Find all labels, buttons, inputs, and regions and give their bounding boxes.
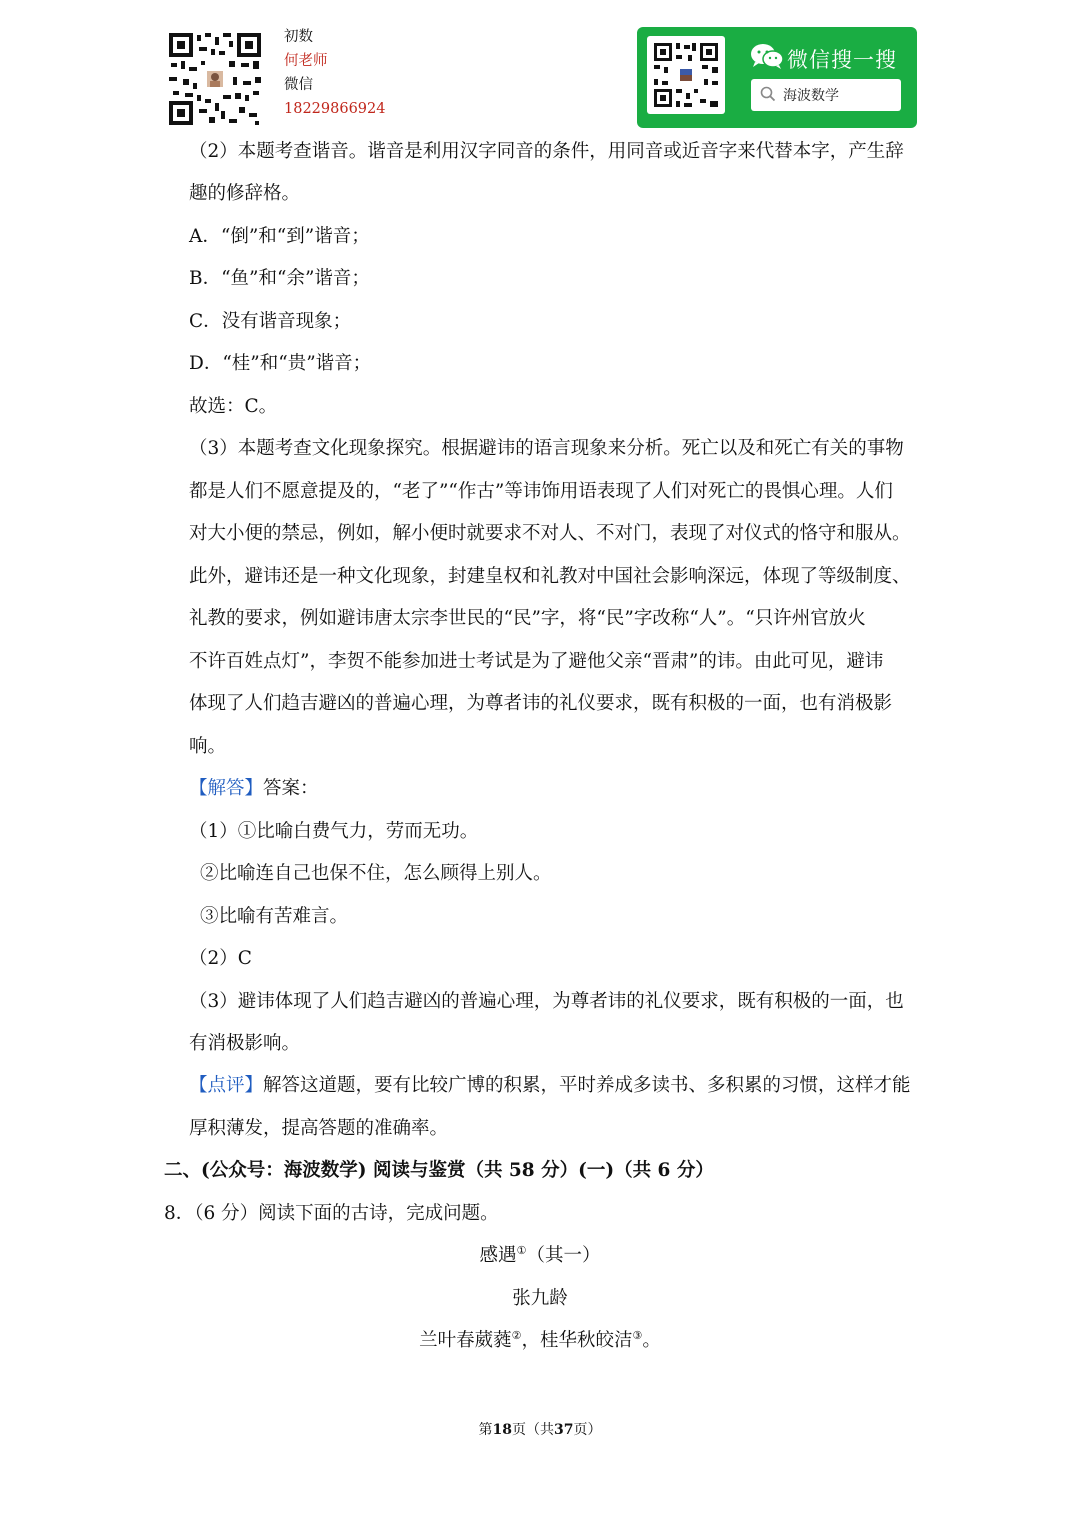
answer-3-line-2: 有消极影响。 xyxy=(189,1033,301,1054)
q3-line-4: 此外，避讳还是一种文化现象，封建皇权和礼教对中国社会影响深远，体现了等级制度、 xyxy=(189,566,911,587)
footer-total-pages: 37 xyxy=(554,1422,574,1438)
option-c: C．没有谐音现象； xyxy=(189,311,352,332)
option-d: D．“桂”和“贵”谐音； xyxy=(189,353,372,374)
q3-line-3: 对大小便的禁忌，例如，解小便时就要求不对人、不对门，表现了对仪式的恪守和服从。 xyxy=(189,523,911,544)
q3-line-2: 都是人们不愿意提及的，“老了”“作古”等讳饰用语表现了人们对死亡的畏惧心理。人们 xyxy=(189,481,893,502)
answer-1-b: ②比喻连自己也保不住，怎么顾得上别人。 xyxy=(200,863,552,884)
footer-prefix: 第 xyxy=(478,1422,493,1438)
answer-1-c: ③比喻有苦难言。 xyxy=(200,906,349,927)
comment-text-1: 解答这道题，要有比较广博的积累，平时养成多读书、多积累的习惯，这样才能 xyxy=(263,1075,911,1096)
chosen-answer: 故选：C。 xyxy=(189,396,278,417)
q2-intro-line-2: 趣的修辞格。 xyxy=(189,183,301,204)
answer-label: 答案： xyxy=(263,778,319,799)
q2-intro-line-1: （2）本题考查谐音。谐音是利用汉字同音的条件，用同音或近音字来代替本字，产生辞 xyxy=(189,141,904,162)
answer-2: （2）C xyxy=(189,948,252,969)
section-heading: 二、(公众号：海波数学) 阅读与鉴赏（共 58 分）(一)（共 6 分） xyxy=(164,1160,714,1181)
wechat-search-title: 微信搜一搜 xyxy=(787,48,897,72)
poem-title-footnote: ① xyxy=(516,1243,527,1257)
option-b: B．“鱼”和“余”谐音； xyxy=(189,268,370,289)
contact-line-wechat: 微信 xyxy=(284,77,313,93)
poem-line-1-b: ，桂华秋皎洁 xyxy=(521,1330,633,1351)
contact-line-subject: 初数 xyxy=(284,29,313,45)
poem-footnote-2: ② xyxy=(511,1328,522,1342)
answer-1-a: （1）①比喻白费气力，劳而无功。 xyxy=(189,821,479,842)
question-8: 8．（6 分）阅读下面的古诗，完成问题。 xyxy=(164,1203,499,1224)
teacher-qr-code xyxy=(169,33,261,125)
page-footer xyxy=(0,1419,1080,1439)
comment-line-2: 厚积薄发，提高答题的准确率。 xyxy=(189,1118,449,1139)
search-icon xyxy=(760,86,776,102)
poem-author: 张九龄 xyxy=(512,1288,568,1309)
wechat-search-banner[interactable] xyxy=(637,27,917,128)
qr-pattern xyxy=(169,33,261,125)
option-a: A．“倒”和“到”谐音； xyxy=(189,226,370,247)
wechat-qr-pattern xyxy=(647,36,725,114)
footer-suffix: 页） xyxy=(573,1422,602,1438)
answer-3-line-1: （3）避讳体现了人们趋吉避凶的普遍心理，为尊者讳的礼仪要求，既有积极的一面，也 xyxy=(189,991,904,1012)
poem-line-1-c: 。 xyxy=(642,1330,661,1351)
wechat-logo-icon xyxy=(750,43,784,69)
answer-tag: 【解答】 xyxy=(189,778,264,799)
wechat-search-box[interactable] xyxy=(751,79,901,111)
footer-mid: 页（共 xyxy=(512,1422,554,1438)
comment-tag: 【点评】 xyxy=(189,1075,264,1096)
q3-line-6: 不许百姓点灯”，李贺不能参加进士考试是为了避他父亲“晋肃”的讳。由此可见，避讳 xyxy=(189,651,884,672)
answer-heading xyxy=(189,778,319,800)
contact-line-teacher: 何老师 xyxy=(284,53,328,69)
wechat-qr-code xyxy=(647,36,725,114)
poem-line-1 xyxy=(0,1330,1080,1352)
q3-line-5: 礼教的要求，例如避讳唐太宗李世民的“民”字，将“民”字改称“人”。“只许州官放火 xyxy=(189,608,866,629)
comment-line-1 xyxy=(189,1075,911,1097)
contact-phone: 18229866924 xyxy=(284,101,386,117)
poem-title xyxy=(0,1245,1080,1267)
poem-footnote-3: ③ xyxy=(632,1328,643,1342)
footer-page-number: 18 xyxy=(492,1422,512,1438)
q3-line-7: 体现了人们趋吉避凶的普遍心理，为尊者讳的礼仪要求，既有积极的一面，也有消极影 xyxy=(189,693,893,714)
wechat-search-query: 海波数学 xyxy=(783,88,839,104)
q3-line-8: 响。 xyxy=(189,736,227,757)
q3-line-1: （3）本题考查文化现象探究。根据避讳的语言现象来分析。死亡以及和死亡有关的事物 xyxy=(189,438,904,459)
poem-title-suffix: （其一） xyxy=(526,1245,601,1266)
poem-line-1-a: 兰叶春葳蕤 xyxy=(419,1330,512,1351)
poem-title-text: 感遇 xyxy=(479,1245,517,1266)
